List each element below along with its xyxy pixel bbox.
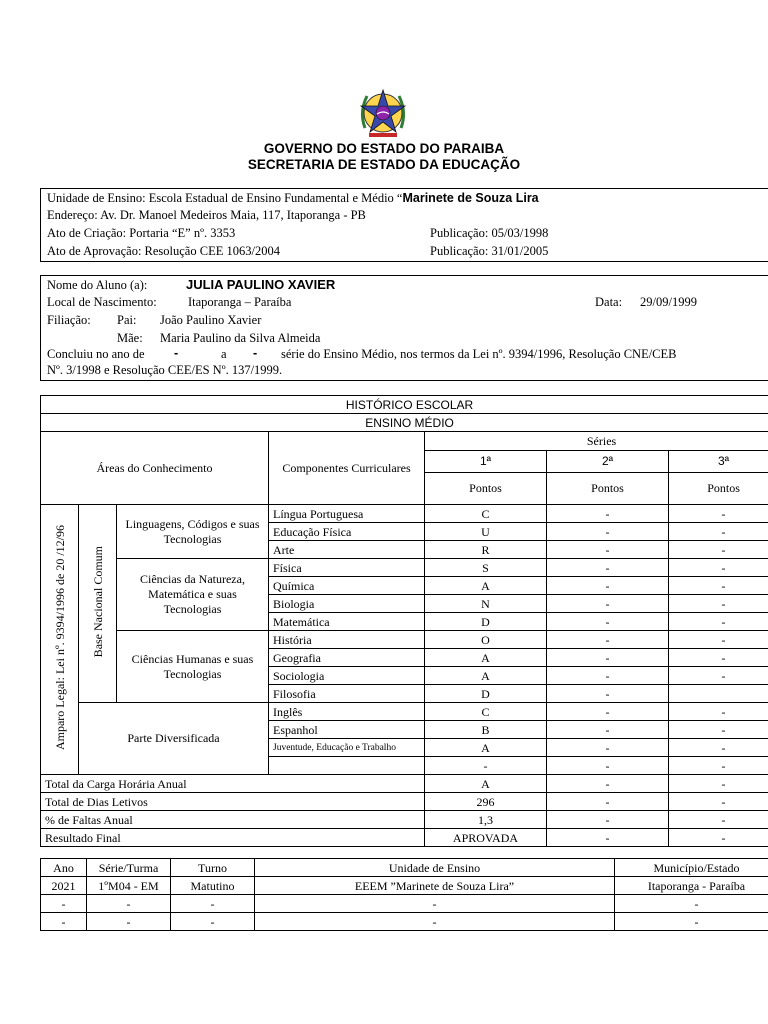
- trajetoria-cell: EEEM ”Marinete de Souza Lira”: [255, 877, 615, 895]
- father-name: João Paulino Xavier: [160, 313, 262, 327]
- componentes-header: Componentes Curriculares: [269, 432, 425, 505]
- trajetoria-cell: Matutino: [171, 877, 255, 895]
- grade-serie-1: D: [425, 685, 547, 703]
- grade-serie-1: B: [425, 721, 547, 739]
- totals-serie-2: -: [547, 811, 669, 829]
- trajetoria-row: [41, 877, 768, 895]
- school-creation-publication: Publicação: 05/03/1998: [430, 226, 549, 240]
- grade-serie-3: -: [669, 667, 768, 685]
- series-2-header: 2ª: [547, 450, 669, 472]
- grade-serie-3: -: [669, 523, 768, 541]
- grade-serie-3: -: [669, 631, 768, 649]
- component-name: Arte: [269, 541, 425, 559]
- historico-table: [40, 395, 768, 847]
- grade-serie-2: -: [547, 595, 669, 613]
- pontos-2-header: Pontos: [547, 472, 669, 504]
- conclusion-text-a: Concluiu no ano de: [47, 347, 145, 361]
- grade-serie-2: -: [547, 739, 669, 757]
- trajetoria-cell: -: [87, 913, 171, 931]
- component-name: História: [269, 631, 425, 649]
- grade-serie-1: S: [425, 559, 547, 577]
- grade-serie-1: A: [425, 649, 547, 667]
- trajetoria-row: [41, 913, 768, 931]
- totals-serie-3: -: [669, 775, 768, 793]
- historico-subtitle: ENSINO MÉDIO: [41, 414, 768, 432]
- grade-serie-1: O: [425, 631, 547, 649]
- grade-serie-2: -: [547, 613, 669, 631]
- grade-serie-1: A: [425, 739, 547, 757]
- grade-serie-3: -: [669, 757, 768, 775]
- conclusion-text-b: série do Ensino Médio, nos termos da Lei nº. 9394/1996, Resolução CNE/CEB: [281, 347, 677, 361]
- trajetoria-row: [41, 895, 768, 913]
- school-approval-publication: Publicação: 31/01/2005: [430, 244, 549, 258]
- grade-serie-1: C: [425, 505, 547, 523]
- trajetoria-cell: -: [171, 913, 255, 931]
- grade-serie-1: A: [425, 577, 547, 595]
- trajetoria-header: Município/Estado: [615, 859, 768, 877]
- component-name: Filosofia: [269, 685, 425, 703]
- trajetoria-table: [40, 858, 768, 931]
- totals-serie-2: -: [547, 775, 669, 793]
- trajetoria-cell: 2021: [41, 877, 87, 895]
- header-government: GOVERNO DO ESTADO DO PARAIBA: [263, 141, 505, 156]
- area-ciencias-natureza: Ciências da Natureza, Matemática e suas Tecnologias: [117, 559, 269, 631]
- grade-serie-2: -: [547, 667, 669, 685]
- header-secretariat: SECRETARIA DE ESTADO DA EDUCAÇÃO: [247, 157, 521, 172]
- grade-serie-1: -: [425, 757, 547, 775]
- amparo-legal-text: Amparo Legal: Lei nº. 9394/1996 de 20 /12/96: [52, 524, 67, 750]
- totals-label: Resultado Final: [41, 829, 425, 847]
- trajetoria-cell: -: [41, 913, 87, 931]
- grade-serie-3: -: [669, 649, 768, 667]
- grade-serie-3: -: [669, 577, 768, 595]
- grade-serie-2: -: [547, 559, 669, 577]
- trajetoria-header: Turno: [171, 859, 255, 877]
- table-row: [41, 631, 768, 649]
- series-header: Séries: [425, 432, 768, 451]
- birthdate-label: Data:: [595, 295, 623, 309]
- component-name: Inglês: [269, 703, 425, 721]
- area-linguagens: Linguagens, Códigos e suas Tecnologias: [117, 505, 269, 559]
- totals-serie-1: A: [425, 775, 547, 793]
- totals-row: [41, 811, 768, 829]
- totals-label: Total da Carga Horária Anual: [41, 775, 425, 793]
- component-name: Educação Física: [269, 523, 425, 541]
- totals-serie-1: 296: [425, 793, 547, 811]
- grade-serie-3: -: [669, 541, 768, 559]
- trajetoria-cell: -: [171, 895, 255, 913]
- mother-name: Maria Paulino da Silva Almeida: [160, 331, 321, 345]
- table-row: [41, 703, 768, 721]
- school-creation-act: Ato de Criação: Portaria “E” nº. 3353: [47, 226, 236, 240]
- grade-serie-2: -: [547, 757, 669, 775]
- totals-row: [41, 829, 768, 847]
- grade-serie-3: -: [669, 559, 768, 577]
- trajetoria-cell: -: [41, 895, 87, 913]
- grade-serie-2: -: [547, 577, 669, 595]
- trajetoria-cell: -: [615, 913, 768, 931]
- grade-serie-3: -: [669, 739, 768, 757]
- state-emblem-icon: [355, 84, 411, 140]
- component-name: Geografia: [269, 649, 425, 667]
- component-name: [269, 757, 425, 775]
- trajetoria-header: Série/Turma: [87, 859, 171, 877]
- historico-title: HISTÓRICO ESCOLAR: [41, 396, 768, 414]
- totals-label: Total de Dias Letivos: [41, 793, 425, 811]
- grade-serie-2: -: [547, 523, 669, 541]
- totals-row: [41, 775, 768, 793]
- student-name: JULIA PAULINO XAVIER: [186, 277, 336, 292]
- component-name: Biologia: [269, 595, 425, 613]
- filiation-label: Filiação:: [47, 313, 91, 327]
- trajetoria-cell: -: [255, 913, 615, 931]
- conclusion-year-end: -: [253, 346, 258, 360]
- component-name: Matemática: [269, 613, 425, 631]
- totals-serie-3: -: [669, 793, 768, 811]
- trajetoria-cell: Itaporanga - Paraíba: [615, 877, 768, 895]
- conclusion-year-start: -: [174, 346, 179, 360]
- component-name: Química: [269, 577, 425, 595]
- grade-serie-2: -: [547, 541, 669, 559]
- grade-serie-1: N: [425, 595, 547, 613]
- totals-serie-1: APROVADA: [425, 829, 547, 847]
- totals-serie-2: -: [547, 829, 669, 847]
- amparo-legal-cell: [41, 505, 79, 775]
- conclusion-text-c: Nº. 3/1998 e Resolução CEE/ES Nº. 137/1999.: [47, 363, 283, 377]
- grade-serie-3: -: [669, 721, 768, 739]
- grade-serie-2: -: [547, 685, 669, 703]
- component-name: Espanhol: [269, 721, 425, 739]
- school-address: Endereço: Av. Dr. Manoel Medeiros Maia, 117, Itaporanga - PB: [47, 208, 366, 222]
- grade-serie-1: C: [425, 703, 547, 721]
- grade-serie-3: -: [669, 703, 768, 721]
- school-name: Marinete de Souza Lira: [402, 191, 539, 205]
- trajetoria-cell: -: [615, 895, 768, 913]
- trajetoria-header: Ano: [41, 859, 87, 877]
- grade-serie-1: U: [425, 523, 547, 541]
- birthplace: Itaporanga – Paraíba: [188, 295, 292, 309]
- grade-serie-2: -: [547, 631, 669, 649]
- grade-serie-3: -: [669, 613, 768, 631]
- grade-serie-1: R: [425, 541, 547, 559]
- father-label: Pai:: [117, 313, 137, 327]
- area-ciencias-humanas: Ciências Humanas e suas Tecnologias: [117, 631, 269, 703]
- grade-serie-1: D: [425, 613, 547, 631]
- totals-serie-1: 1,3: [425, 811, 547, 829]
- school-approval-act: Ato de Aprovação: Resolução CEE 1063/2004: [47, 244, 280, 258]
- trajetoria-cell: -: [87, 895, 171, 913]
- birthdate: 29/09/1999: [640, 295, 697, 309]
- grade-serie-2: -: [547, 505, 669, 523]
- trajetoria-header: Unidade de Ensino: [255, 859, 615, 877]
- totals-serie-3: -: [669, 829, 768, 847]
- student-name-label: Nome do Aluno (a):: [47, 278, 148, 292]
- base-nacional-text: Base Nacional Comum: [90, 545, 105, 658]
- grade-serie-2: -: [547, 649, 669, 667]
- pontos-3-header: Pontos: [669, 472, 768, 504]
- totals-serie-2: -: [547, 793, 669, 811]
- component-name: Sociologia: [269, 667, 425, 685]
- grade-serie-3: -: [669, 595, 768, 613]
- grade-serie-1: A: [425, 667, 547, 685]
- component-name: Juventude, Educação e Trabalho: [269, 739, 425, 757]
- trajetoria-header-row: [41, 859, 768, 877]
- series-3-header: 3ª: [669, 450, 768, 472]
- grade-serie-2: -: [547, 703, 669, 721]
- totals-row: [41, 793, 768, 811]
- table-row: [41, 505, 768, 523]
- conclusion-text-a2: a: [221, 347, 227, 361]
- trajetoria-cell: -: [255, 895, 615, 913]
- trajetoria-cell: 1ºM04 - EM: [87, 877, 171, 895]
- mother-label: Mãe:: [117, 331, 143, 345]
- totals-serie-3: -: [669, 811, 768, 829]
- component-name: Língua Portuguesa: [269, 505, 425, 523]
- grade-serie-3: -: [669, 505, 768, 523]
- table-row: [41, 559, 768, 577]
- grade-serie-3: [669, 685, 768, 703]
- school-unit-line: Unidade de Ensino: Escola Estadual de Ensino Fundamental e Médio “Marinete de Souza Lira: [47, 191, 539, 205]
- series-1-header: 1ª: [425, 450, 547, 472]
- area-parte-diversificada: Parte Diversificada: [79, 703, 269, 775]
- pontos-1-header: Pontos: [425, 472, 547, 504]
- base-nacional-cell: [79, 505, 117, 703]
- areas-header: Áreas do Conhecimento: [41, 432, 269, 505]
- component-name: Física: [269, 559, 425, 577]
- totals-label: % de Faltas Anual: [41, 811, 425, 829]
- birthplace-label: Local de Nascimento:: [47, 295, 157, 309]
- grade-serie-2: -: [547, 721, 669, 739]
